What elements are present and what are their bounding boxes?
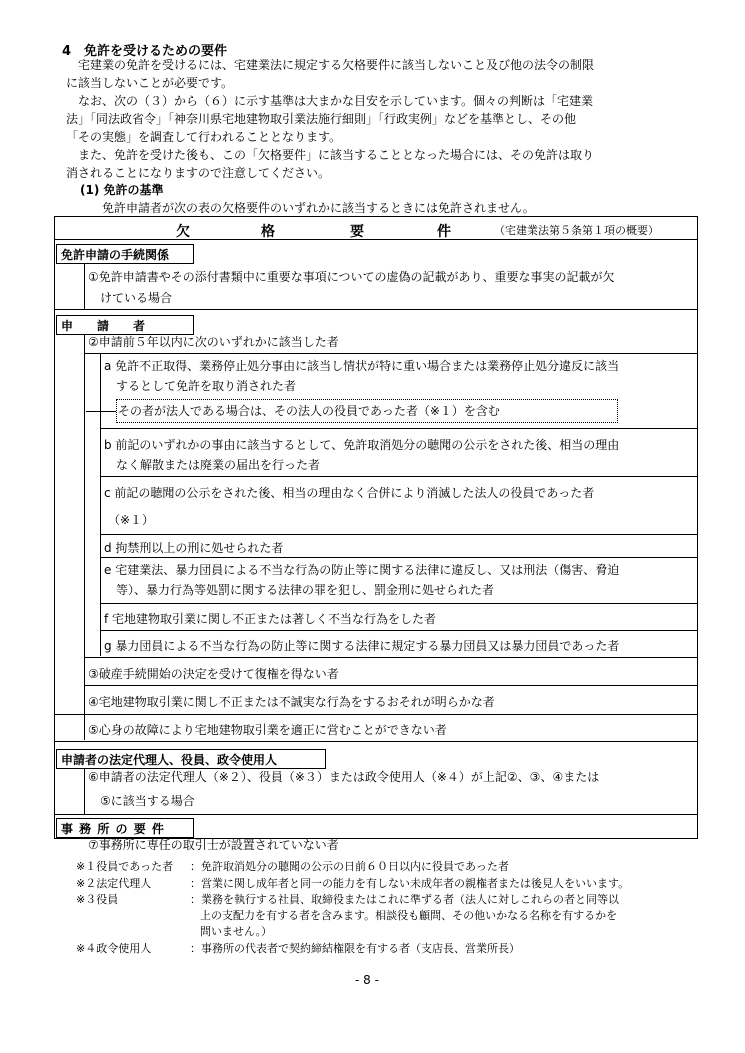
row-5: ⑤心身の故障により宅地建物取引業を適正に営むことができない者 xyxy=(88,723,447,737)
row-divider xyxy=(100,428,698,429)
row-a-note: その者が法人である場合は、その法人の役員であった者（※１）を含む xyxy=(118,404,500,418)
row-4: ④宅地建物取引業に関し不正または不誠実な行為をするおそれが明らかな者 xyxy=(88,695,495,709)
row-divider xyxy=(84,657,698,658)
paragraph-1-line: 宅建業の免許を受けるには、宅建業法に規定する欠格要件に該当しないこと及び他の法令の制限 xyxy=(66,58,595,72)
row-1-line-1: ①免許申請書やその添付書類中に重要な事項についての虚偽の記載があり、重要な事実の記載が欠 xyxy=(88,270,615,284)
row-g: g 暴力団員による不当な行為の防止等に関する法律に規定する暴力団員又は暴力団員であった者 xyxy=(104,639,620,653)
indent-line xyxy=(100,353,101,656)
row-1-line-2: けている場合 xyxy=(100,291,173,305)
row-d: d 拘禁刑以上の刑に処せられた者 xyxy=(104,541,284,555)
row-2: ②申請前５年以内に次のいずれかに該当した者 xyxy=(88,335,339,349)
footnote-label: ※３役員 xyxy=(76,893,119,906)
footnote-text: ：事務所の代表者で契約締結権限を有する者（支店長、営業所長） xyxy=(190,942,520,955)
category-procedure: 免許申請の手続関係 xyxy=(56,244,194,264)
row-a-line-1: a 免許不正取得、業務停止処分事由に該当し情状が特に重い場合または業務停止処分違反に該当 xyxy=(104,359,620,373)
row-divider xyxy=(54,714,698,715)
indent-line xyxy=(84,264,85,309)
paragraph-2 xyxy=(66,92,686,146)
indent-line xyxy=(84,335,85,740)
row-c-line-2: （※１） xyxy=(108,513,155,527)
header-char: 格 xyxy=(261,224,275,240)
subsection-title: (1) 免許の基準 xyxy=(80,183,164,197)
section-divider xyxy=(54,741,698,742)
footnote-text: ：業務を執行する社員、取締役またはこれに準ずる者（法人に対しこれらの者と同等以 xyxy=(190,893,619,906)
header-char: 欠 xyxy=(176,224,190,240)
category-representatives: 申請者の法定代理人、役員、政令使用人 xyxy=(56,749,326,769)
row-c-line-1: c 前記の聴聞の公示をされた後、相当の理由なく合併により消滅した法人の役員であった者 xyxy=(104,486,595,500)
paragraph-1-line: に該当しないことが必要です。 xyxy=(66,76,234,90)
footnote-label: ※１役員であった者 xyxy=(76,860,174,873)
page-number: - 8 - xyxy=(355,973,379,987)
footnote-label: ※２法定代理人 xyxy=(76,877,152,890)
row-divider xyxy=(100,630,698,631)
indent-line xyxy=(84,769,85,814)
row-divider xyxy=(100,557,698,558)
paragraph-3 xyxy=(66,146,686,182)
footnote-label: ※４政令使用人 xyxy=(76,942,152,955)
row-f: f 宅地建物取引業に関し不正または著しく不当な行為をした者 xyxy=(104,612,437,626)
footnote-text: 問いません。） xyxy=(200,925,273,938)
row-e-line-1: e 宅建業法、暴力団員による不当な行為の防止等に関する法律に違反し、又は刑法（傷害、脅迫 xyxy=(104,563,620,577)
section-divider xyxy=(54,814,698,815)
header-divider xyxy=(54,239,698,240)
paragraph-3-line: 消されることになりますので注意してください。 xyxy=(66,166,331,180)
header-note: （宅建業法第５条第１項の概要） xyxy=(494,224,659,237)
header-char: 要 xyxy=(350,224,364,240)
row-divider xyxy=(100,603,698,604)
paragraph-2-line: 法」「同法政省令」「神奈川県宅地建物取引業法施行細則」「行政実例」などを基準とし、その他 xyxy=(66,112,577,126)
footnote-text: ：営業に関し成年者と同一の能力を有しない未成年者の親権者または後見人をいいます。 xyxy=(190,877,630,890)
row-6-line-2: ⑤に該当する場合 xyxy=(100,794,195,808)
row-divider xyxy=(84,685,698,686)
header-char: 件 xyxy=(437,224,451,240)
row-a-line-2: するとして免許を取り消された者 xyxy=(116,379,297,393)
row-e-line-2: 等）、暴力行為等処罰に関する法律の罪を犯し、罰金刑に処せられた者 xyxy=(116,583,495,597)
intro-text: 免許申請者が次の表の欠格要件のいずれかに該当するときには免許されません。 xyxy=(102,201,535,215)
section-divider xyxy=(54,309,698,310)
row-b-line-1: b 前記のいずれかの事由に該当するとして、免許取消処分の聴聞の公示をされた後、相当の理由 xyxy=(104,438,620,452)
category-applicant: 申 請 者 xyxy=(56,315,194,335)
paragraph-3-line: また、免許を受けた後も、この「欠格要件」に該当することとなった場合には、その免許は取り xyxy=(66,148,595,162)
row-divider xyxy=(100,534,698,535)
footnote-text: 上の支配力を有する者を含みます。相談役も顧問、その他いかなる名称を有するかを xyxy=(200,909,618,922)
row-7: ⑦事務所に専任の取引士が設置されていない者 xyxy=(88,838,339,852)
section-title: 4 免許を受けるための要件 xyxy=(62,44,228,59)
row-6-line-1: ⑥申請者の法定代理人（※２）、役員（※３）または政令使用人（※４）が上記②、③、④または xyxy=(88,770,600,784)
row-3: ③破産手続開始の決定を受けて復権を得ない者 xyxy=(88,667,339,681)
category-office: 事 務 所 の 要 件 xyxy=(56,818,194,838)
row-divider xyxy=(100,476,698,477)
row-divider xyxy=(84,353,698,354)
paragraph-1 xyxy=(66,56,686,92)
note-connector xyxy=(86,411,116,412)
footnote-text: ：免許取消処分の聴聞の公示の日前６０日以内に役員であった者 xyxy=(190,860,509,873)
paragraph-2-line: 「その実態」を調査して行われることとなります。 xyxy=(66,130,342,144)
row-b-line-2: なく解散または廃業の届出を行った者 xyxy=(116,458,321,472)
paragraph-2-line: なお、次の（３）から（６）に示す基準は大まかな目安を示しています。個々の判断は「宅建業 xyxy=(66,94,594,108)
